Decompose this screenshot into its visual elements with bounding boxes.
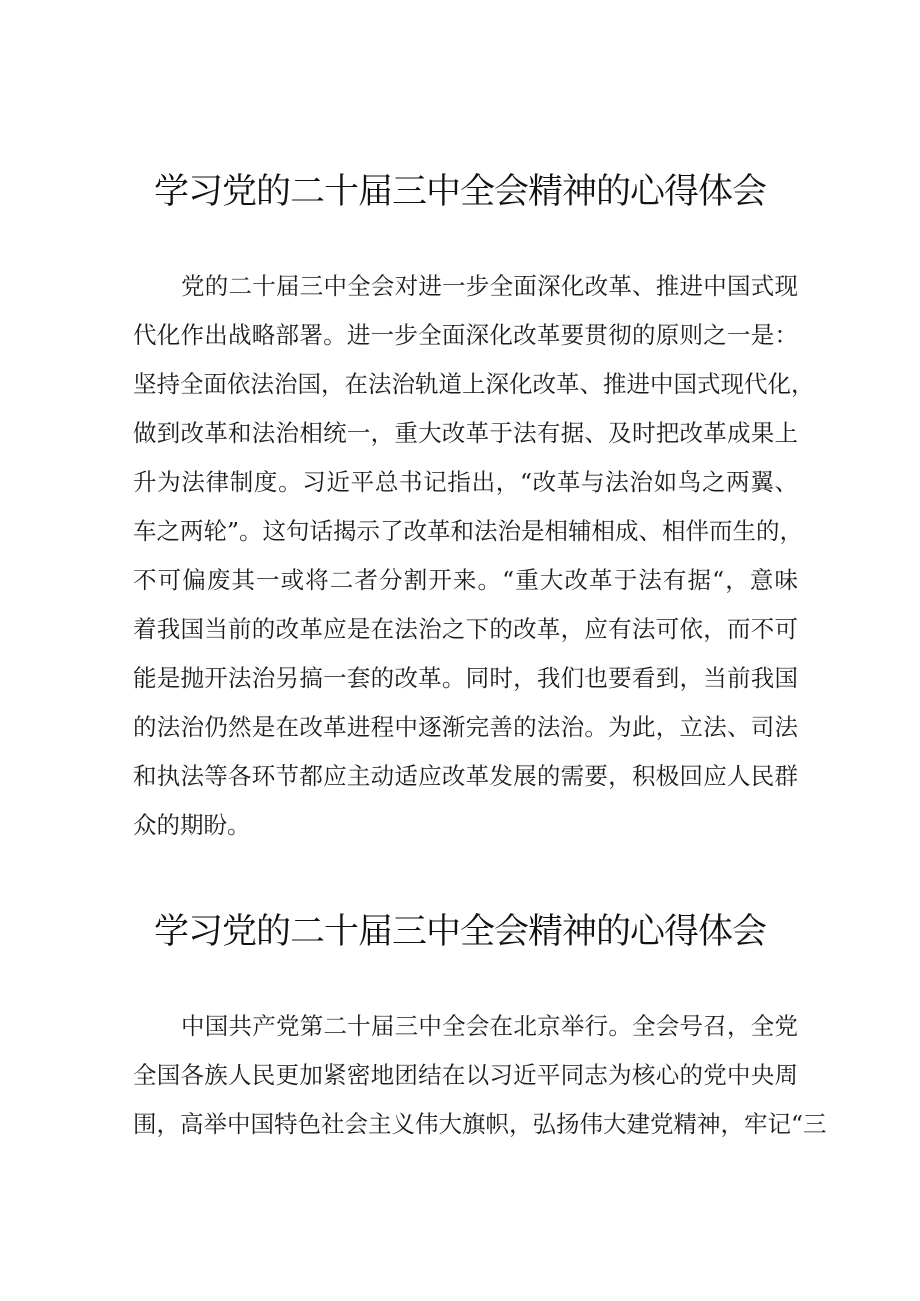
paragraph-line: 围，高举中国特色社会主义伟大旗帜，弘扬伟大建党精神，牢记“三 xyxy=(133,1110,827,1138)
paragraph-line: 众的期盼。 xyxy=(133,811,251,839)
section-paragraph xyxy=(133,262,815,850)
paragraph-line: 能是抛开法治另搞一套的改革。同时，我们也要看到，当前我国 xyxy=(133,664,798,692)
paragraph-line: 不可偏废其一或将二者分割开来。“重大改革于法有据“，意味 xyxy=(133,566,798,594)
paragraph-line: 全国各族人民更加紧密地团结在以习近平同志为核心的党中央周 xyxy=(133,1061,798,1089)
paragraph-line: 车之两轮”。这句话揭示了改革和法治是相辅相成、相伴而生的， xyxy=(133,517,804,545)
section-paragraph xyxy=(133,1002,827,1149)
paragraph-line: 党的二十届三中全会对进一步全面深化改革、推进中国式现 xyxy=(181,272,798,300)
paragraph-line: 做到改革和法治相统一，重大改革于法有据、及时把改革成果上 xyxy=(133,419,798,447)
paragraph-line: 代化作出战略部署。进一步全面深化改革要贯彻的原则之一是： xyxy=(133,321,798,349)
paragraph-line: 中国共产党第二十届三中全会在北京举行。全会号召，全党 xyxy=(181,1012,798,1040)
paragraph-line: 的法治仍然是在改革进程中逐渐完善的法治。为此，立法、司法 xyxy=(133,713,798,741)
paragraph-line: 着我国当前的改革应是在法治之下的改革，应有法可依，而不可 xyxy=(133,615,798,643)
section-title: 学习党的二十届三中全会精神的心得体会 xyxy=(153,172,766,212)
paragraph-line: 坚持全面依法治国，在法治轨道上深化改革、推进中国式现代化， xyxy=(133,370,815,398)
paragraph-line: 升为法律制度。习近平总书记指出，“改革与法治如鸟之两翼、 xyxy=(133,468,798,496)
section-title: 学习党的二十届三中全会精神的心得体会 xyxy=(153,912,766,952)
paragraph-line: 和执法等各环节都应主动适应改革发展的需要，积极回应人民群 xyxy=(133,762,798,790)
